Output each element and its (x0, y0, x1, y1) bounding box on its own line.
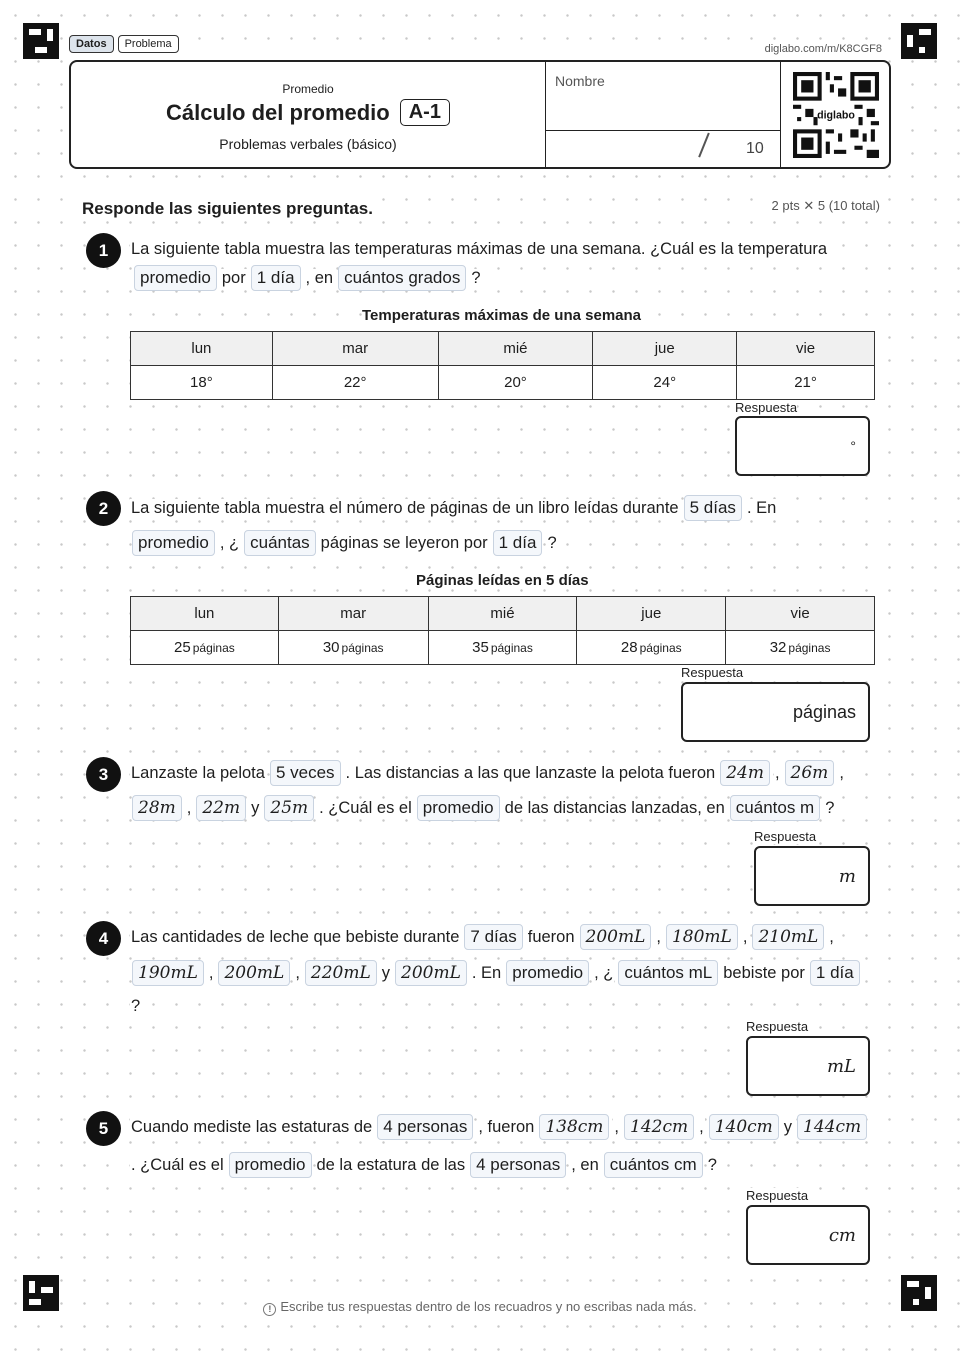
question-text: . En (746, 498, 777, 517)
question-4-line-3 (130, 997, 141, 1016)
footer-note (0, 1299, 960, 1316)
table-header-cell: lun (131, 332, 273, 366)
keyword-chip: promedio (506, 960, 589, 986)
table-header-cell: vie (737, 332, 875, 366)
separator: , (699, 1117, 704, 1136)
footer-text: Escribe tus respuestas dentro de los recuadros y no escribas nada más. (280, 1299, 697, 1314)
question-number-4: 4 (86, 921, 121, 956)
keyword-chip: promedio (132, 530, 215, 556)
name-field-line[interactable] (546, 130, 780, 131)
question-text: ? (471, 268, 481, 287)
question-text: , ¿ (594, 963, 614, 982)
question-3-line-1 (130, 760, 845, 786)
table-header-cell: vie (726, 597, 875, 631)
table-header-cell: jue (593, 332, 737, 366)
tab-problema[interactable]: Problema (118, 35, 179, 53)
separator: , (742, 927, 748, 946)
answer-box-3[interactable] (754, 846, 870, 906)
keyword-chip: 1 día (810, 960, 860, 986)
separator: , (186, 798, 192, 817)
keyword-chip: cuántos cm (604, 1152, 703, 1178)
question-text: y (381, 963, 391, 982)
header-title-area (71, 62, 545, 167)
question-text: Las cantidades de leche que bebiste durante (131, 927, 460, 946)
value-chip: 24m (720, 760, 770, 786)
answer-box-1[interactable] (735, 416, 870, 476)
info-icon: ! (263, 1303, 276, 1316)
separator: , (774, 763, 780, 782)
qr-code-icon (793, 72, 879, 158)
question-text: La siguiente tabla muestra el número de páginas de un libro leídas durante (131, 498, 679, 517)
answer-label: Respuesta (746, 1019, 809, 1034)
value-chip: 142cm (624, 1114, 694, 1140)
separator: , (839, 763, 844, 782)
question-number-5: 5 (86, 1111, 121, 1146)
worksheet-code: A-1 (400, 99, 450, 126)
table-header-cell: mar (278, 597, 428, 631)
keyword-chip: 1 día (251, 265, 301, 291)
question-text: Lanzaste la pelota (131, 763, 265, 782)
keyword-chip: 5 veces (270, 760, 341, 786)
question-text: ? (825, 798, 835, 817)
keyword-chip: promedio (134, 265, 217, 291)
value-chip: 200mL (218, 960, 290, 986)
temperature-table (130, 331, 875, 400)
keyword-chip: promedio (229, 1152, 312, 1178)
answer-label: Respuesta (754, 829, 817, 844)
table-cell (726, 631, 875, 665)
question-text: , ¿ (219, 533, 240, 552)
question-number-2: 2 (86, 491, 121, 526)
keyword-chip: 1 día (493, 530, 543, 556)
table-header-cell: jue (577, 597, 726, 631)
keyword-chip: promedio (417, 795, 500, 821)
answer-unit: cm (828, 1224, 856, 1246)
table-title: Temperaturas máximas de una semana (362, 307, 642, 324)
question-4-line-1 (130, 924, 835, 950)
answer-box-5[interactable] (746, 1205, 870, 1265)
answer-label: Respuesta (735, 400, 798, 415)
pages-table (130, 596, 875, 665)
cell-value: 28 (620, 639, 638, 656)
table-cell: 24° (593, 366, 737, 400)
answer-unit: mL (826, 1055, 856, 1077)
name-label: Nombre (555, 73, 605, 89)
question-text: , en (305, 268, 334, 287)
points-info: 2 pts ✕ 5 (10 total) (771, 198, 880, 213)
cell-unit: páginas (788, 641, 831, 655)
separator: , (614, 1117, 620, 1136)
score-slash (698, 133, 709, 158)
question-text: y (251, 798, 260, 817)
cell-unit: páginas (490, 641, 533, 655)
question-number-1: 1 (86, 233, 121, 268)
value-chip: 210mL (752, 924, 824, 950)
table-cell (131, 631, 279, 665)
value-chip: 200mL (580, 924, 652, 950)
value-chip: 180mL (666, 924, 738, 950)
value-chip: 22m (196, 795, 246, 821)
question-text: ? (547, 533, 557, 552)
answer-unit: m (838, 865, 856, 887)
worksheet-header (69, 60, 891, 169)
keyword-chip: cuántas (244, 530, 316, 556)
instructions: Responde las siguientes preguntas. (82, 197, 373, 221)
question-text: , fueron (478, 1117, 535, 1136)
value-chip: 28m (132, 795, 182, 821)
value-chip: 144cm (797, 1114, 867, 1140)
question-text: . ¿Cuál es el (131, 1155, 224, 1174)
keyword-chip: cuántos m (730, 795, 820, 821)
keyword-chip: 4 personas (470, 1152, 566, 1178)
tab-datos[interactable]: Datos (69, 35, 114, 53)
subject-label: Promedio (282, 82, 334, 96)
table-cell (428, 631, 577, 665)
cell-unit: páginas (341, 641, 384, 655)
question-text: . Las distancias a las que lanzaste la pelota fueron (345, 763, 716, 782)
value-chip: 140cm (709, 1114, 779, 1140)
cell-value: 35 (472, 639, 489, 656)
separator: , (829, 927, 834, 946)
answer-unit: páginas (792, 701, 856, 722)
cell-unit: páginas (192, 641, 235, 655)
level-label: Problemas verbales (básico) (219, 136, 397, 152)
answer-label: Respuesta (746, 1188, 809, 1203)
separator: , (295, 963, 300, 982)
table-cell (278, 631, 428, 665)
question-text: fueron (527, 927, 575, 946)
table-cell: 20° (438, 366, 593, 400)
keyword-chip: cuántos mL (618, 960, 718, 986)
question-2-line-2 (130, 530, 558, 556)
separator: , (208, 963, 214, 982)
question-text: Cuando mediste las estaturas de (131, 1117, 373, 1136)
name-score-area (545, 62, 781, 167)
corner-marker-top-left (23, 23, 59, 59)
value-chip: 25m (264, 795, 314, 821)
cell-value: 25 (174, 639, 191, 656)
table-cell (577, 631, 726, 665)
question-text: ? (131, 997, 141, 1015)
table-header-cell: mar (272, 332, 438, 366)
question-1-line-2 (130, 265, 482, 291)
value-chip: 138cm (539, 1114, 609, 1140)
cell-value: 30 (322, 639, 340, 656)
question-text: La siguiente tabla muestra las temperaturas máximas de una semana. ¿Cuál es la temperatura (131, 240, 828, 258)
question-text: y (783, 1117, 793, 1136)
question-text: por (221, 268, 246, 287)
qr-brand-label: diglabo (817, 109, 855, 122)
corner-marker-top-right (901, 23, 937, 59)
answer-box-4[interactable] (746, 1036, 870, 1096)
question-text: . ¿Cuál es el (319, 798, 412, 817)
keyword-chip: 5 días (684, 495, 742, 521)
question-text: , en (571, 1155, 599, 1174)
tab-bar (69, 35, 179, 53)
page-title: Cálculo del promedio (166, 99, 390, 125)
table-header-cell: lun (131, 597, 279, 631)
question-text: de las distancias lanzadas, en (504, 798, 725, 817)
answer-label: Respuesta (681, 665, 744, 680)
question-4-line-2 (130, 960, 864, 986)
value-chip: 200mL (395, 960, 467, 986)
keyword-chip: 7 días (464, 924, 522, 950)
question-1-line-1 (130, 240, 828, 259)
question-text: de la estatura de las (316, 1155, 466, 1174)
table-title: Páginas leídas en 5 días (416, 572, 589, 589)
value-chip: 26m (785, 760, 835, 786)
score-total: 10 (746, 140, 764, 157)
table-header-cell: mié (438, 332, 593, 366)
value-chip: 220mL (305, 960, 377, 986)
question-5-line-2 (130, 1152, 718, 1178)
table-cell: 18° (131, 366, 273, 400)
question-text: . En (471, 963, 502, 982)
table-cell: 21° (737, 366, 875, 400)
question-3-line-2 (130, 795, 835, 821)
question-text: páginas se leyeron por (320, 533, 488, 552)
cell-unit: páginas (639, 641, 682, 655)
cell-value: 32 (769, 639, 787, 656)
answer-unit: ° (850, 438, 856, 454)
worksheet-url[interactable]: diglabo.com/m/K8CGF8 (764, 43, 882, 55)
keyword-chip: cuántos grados (338, 265, 466, 291)
question-5-line-1 (130, 1114, 871, 1140)
question-number-3: 3 (86, 757, 121, 792)
separator: , (656, 927, 661, 946)
value-chip: 190mL (132, 960, 204, 986)
keyword-chip: 4 personas (377, 1114, 473, 1140)
table-header-cell: mié (428, 597, 577, 631)
question-text: bebiste por (723, 963, 805, 982)
table-cell: 22° (272, 366, 438, 400)
question-text: ? (707, 1155, 717, 1174)
question-2-line-1 (130, 495, 777, 521)
answer-box-2[interactable] (681, 682, 870, 742)
